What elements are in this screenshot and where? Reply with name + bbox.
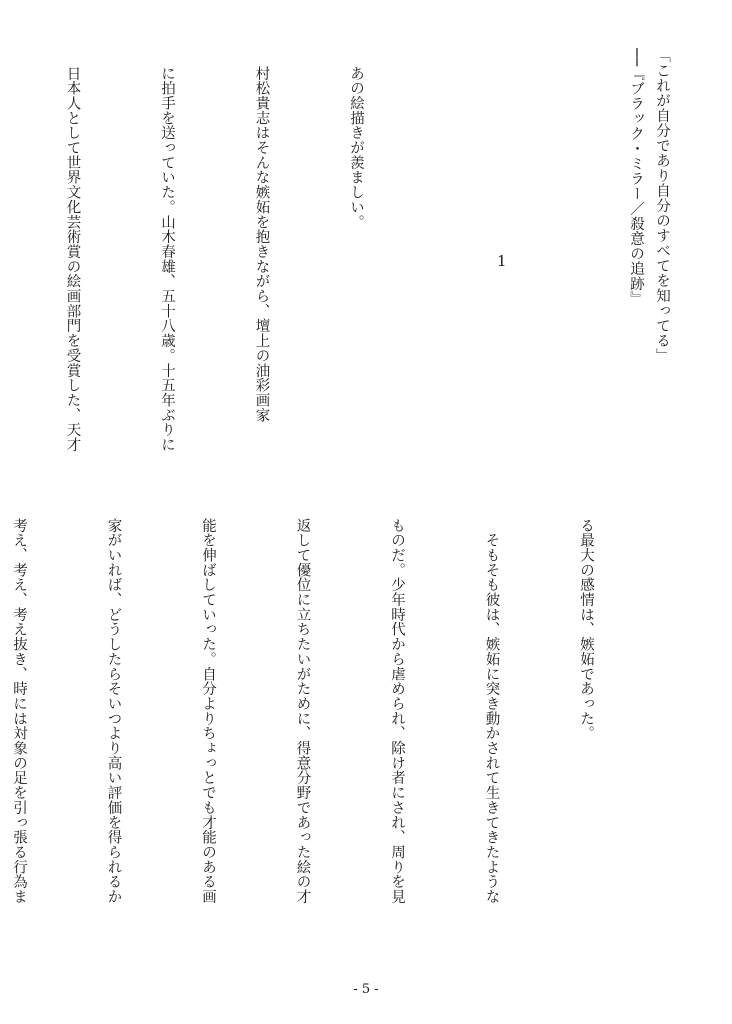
epigraph-quote: 「これが自分であり自分のすべてを知ってる」 [654, 48, 670, 363]
text-line: 家がいれば、どうしたらそいつより高い評価を得られるか [105, 518, 122, 905]
text-line: 考え、考え、考え抜き、時には対象の足を引っ張る行為ま [11, 518, 27, 905]
text-line: あの絵描きが羨ましい。 [348, 66, 364, 230]
epigraph-source: ──『ブラック・ミラー／殺意の追跡』 [628, 48, 644, 307]
body-text-upper [0, 66, 434, 496]
text-line: そもそも彼は、嫉妬に突き動かされて生きてきたような [483, 518, 500, 905]
text-line: 返して優位に立ちたいがために、得意分野であった絵の才 [294, 518, 311, 905]
chapter-number: 1 [497, 252, 507, 270]
text-line: 日本人として世界文化芸術賞の絵画部門を受賞した、天才 [64, 66, 81, 453]
text-line: る最大の感情は、嫉妬であった。 [578, 518, 594, 741]
body-text-lower [0, 518, 664, 958]
text-line: 能を伸ばしていった。自分よりちょっとでも才能のある画 [200, 518, 216, 905]
text-line: に拍手を送っていた。山木春雄、五十八歳。十五年ぶりに [159, 66, 175, 453]
text-line: 村松貴志はそんな嫉妬を抱きながら、壇上の油彩画家 [253, 66, 270, 423]
page-number: - 5 - [353, 982, 379, 997]
text-line: ものだ。少年時代から虐められ、除け者にされ、周りを見 [389, 518, 405, 905]
